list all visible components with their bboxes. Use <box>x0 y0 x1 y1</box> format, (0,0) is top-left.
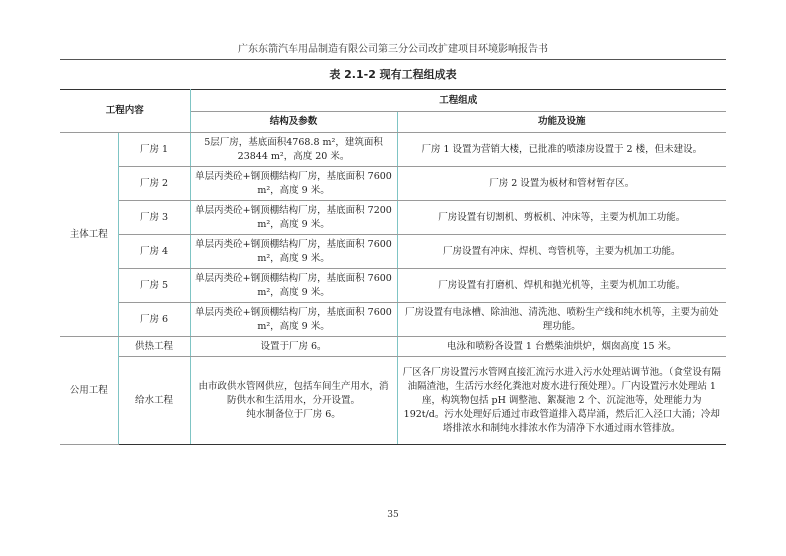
row-name: 供热工程 <box>118 337 190 357</box>
header-structure: 结构及参数 <box>190 112 397 133</box>
row-name: 厂房 6 <box>118 303 190 337</box>
row-name: 厂房 5 <box>118 269 190 303</box>
row-structure: 单层丙类砼+钢顶棚结构厂房，基底面积 7600 m²，高度 9 米。 <box>190 235 397 269</box>
group-main-works: 主体工程 <box>60 133 118 337</box>
row-name: 厂房 1 <box>118 133 190 167</box>
row-structure: 单层丙类砼+钢顶棚结构厂房，基底面积 7600 m²，高度 9 米。 <box>190 167 397 201</box>
row-structure: 单层丙类砼+钢顶棚结构厂房，基底面积 7600 m²，高度 9 米。 <box>190 269 397 303</box>
header-project-content: 工程内容 <box>60 90 190 133</box>
project-composition-table <box>60 89 726 445</box>
water-supply-text: 由市政供水管网供应，包括车间生产用水，消防供水和生活用水，分开设置。 <box>198 380 389 406</box>
row-structure: 5层厂房，基底面积4768.8 m²，建筑面积23844 m²，高度 20 米。 <box>190 133 397 167</box>
table-title: 表 2.1-2 现有工程组成表 <box>329 68 457 81</box>
row-function: 厂房设置有切割机、剪板机、冲床等，主要为机加工功能。 <box>397 201 726 235</box>
row-function: 厂房 2 设置为板材和管材暂存区。 <box>397 167 726 201</box>
row-name: 厂房 3 <box>118 201 190 235</box>
row-name: 厂房 4 <box>118 235 190 269</box>
group-public-works: 公用工程 <box>60 337 118 445</box>
row-structure: 设置于厂房 6。 <box>190 337 397 357</box>
row-function: 厂房设置有打磨机、焊机和抛光机等，主要为机加工功能。 <box>397 269 726 303</box>
page-number: 35 <box>387 510 399 520</box>
row-structure <box>190 357 397 445</box>
row-name: 厂房 2 <box>118 167 190 201</box>
page-header: 广东东箭汽车用品制造有限公司第三分公司改扩建项目环境影响报告书 <box>60 40 726 60</box>
row-function: 厂房 1 设置为营销大楼，已批准的喷漆房设置于 2 楼，但未建设。 <box>397 133 726 167</box>
row-function: 电泳和喷粉各设置 1 台燃柴油烘炉，烟囱高度 15 米。 <box>397 337 726 357</box>
pure-water-text: 纯水制备位于厂房 6。 <box>246 408 341 420</box>
row-structure: 单层丙类砼+钢顶棚结构厂房，基底面积 7600 m²，高度 9 米。 <box>190 303 397 337</box>
header-composition: 工程组成 <box>190 90 726 112</box>
row-structure: 单层丙类砼+钢顶棚结构厂房，基底面积 7200 m²，高度 9 米。 <box>190 201 397 235</box>
header-function: 功能及设施 <box>397 112 726 133</box>
row-function: 厂房设置有冲床、焊机、弯管机等，主要为机加工功能。 <box>397 235 726 269</box>
row-function: 厂房设置有电泳槽、除油池、清洗池、喷粉生产线和纯水机等，主要为前处理功能。 <box>397 303 726 337</box>
row-function: 厂区各厂房设置污水管网直接汇流污水进入污水处理站调节池。（食堂设有隔油隔渣池，生活污水经化粪池对废水进行预处理）。厂内设置污水处理站 1 座，构筑物包括 pH 调整池、絮凝池 2 个、沉淀池等，处理能力为 192t/d。污水处理好后通过市政管道排入葛岸涌，然后汇入泾口大涌；冷却塔排浓水和制纯水排浓水作为清净下水通过雨水管排放。 <box>397 357 726 445</box>
row-name: 给水工程 <box>118 357 190 445</box>
